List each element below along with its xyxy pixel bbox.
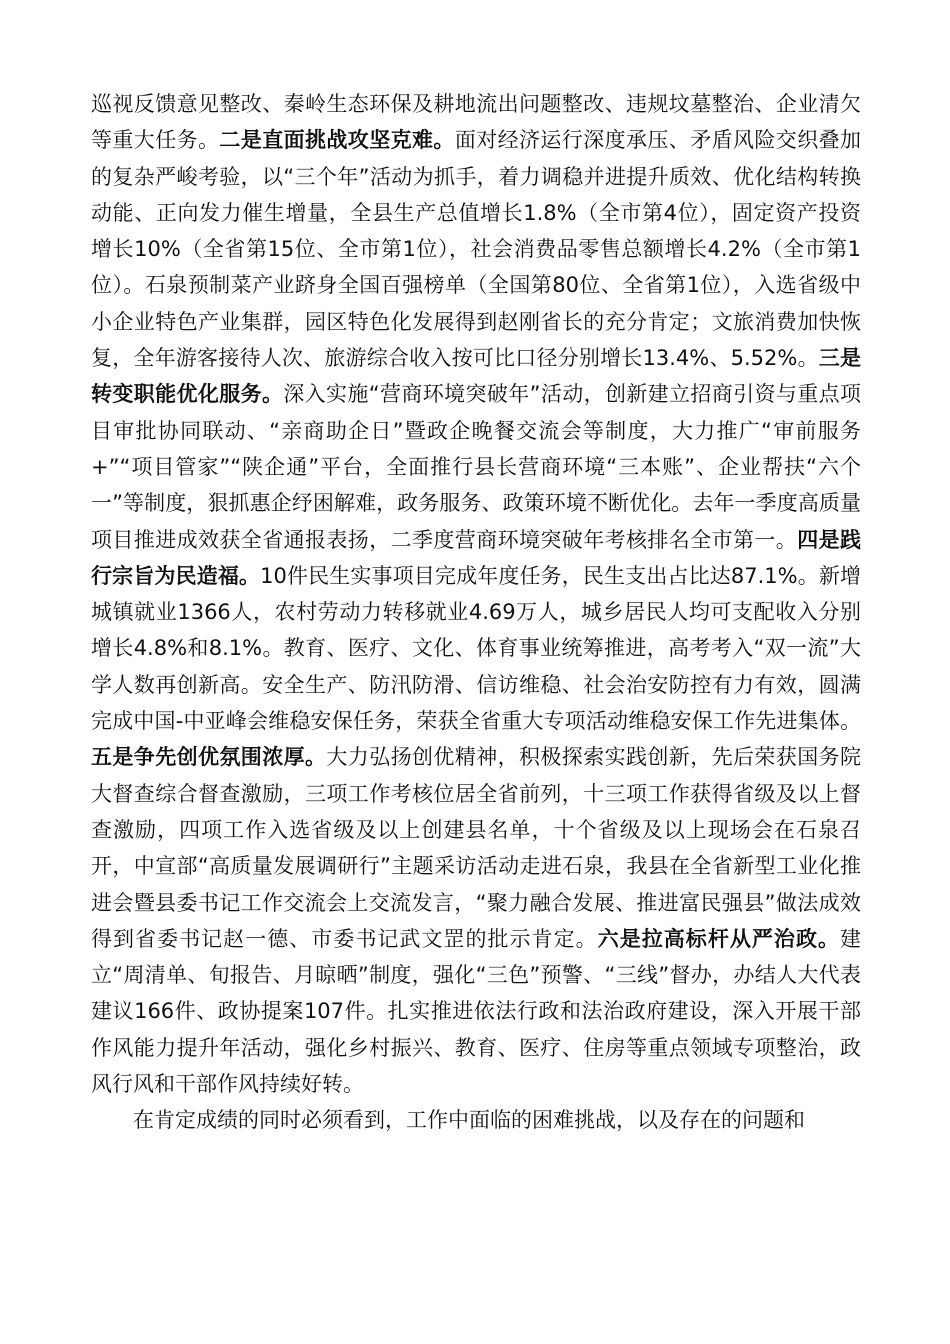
text-run: 10件民生实事项目完成年度任务，民生支出占比达87.1%。新增城镇就业1366人，农村劳动力转移就业4.69万人，城乡居民人均可支配收入分别增长4.8%和8.1%。教育、医疗、文化、体育事业统筹推进，高考考入“双一流”大学人数再创新高。安全生产、防汛防滑、信访维稳、社会治安防控有力有效，圆满完成中国-中亚峰会维稳安保任务，荣获全省重大专项活动维稳安保工作先进集体。 bbox=[91, 563, 861, 734]
bold-heading-run: 六是拉高标杆从严治政。 bbox=[597, 926, 841, 951]
body-paragraph bbox=[91, 1102, 861, 1138]
bold-heading-run: 五是争先创优氛围浓厚。 bbox=[91, 745, 327, 770]
text-run: 在肯定成绩的同时必须看到，工作中面临的困难挑战，以及存在的问题和 bbox=[133, 1108, 805, 1133]
text-run: 大力弘扬创优精神，积极探索实践创新，先后荣获国务院大督查综合督查激励，三项工作考核位居全省前列，十三项工作获得省级及以上督查激励，四项工作入选省级及以上创建县名单，十个省级及以上现场会在石泉召开，中宣部“高质量发展调研行”主题采访活动走进石泉，我县在全省新型工业化推进会暨县委书记工作交流会上交流发言，“聚力融合发展、推进富民强县”做法成效得到省委书记赵一德、市委书记武文罡的批示肯定。 bbox=[91, 745, 862, 951]
text-run: 建立“周清单、旬报告、月晾晒”制度，强化“三色”预警、“三线”督办，办结人大代表建议166件、政协提案107件。扎实推进依法行政和法治政府建设，深入开展干部作风能力提升年活动，强化乡村振兴、教育、医疗、住房等重点领域专项整治，政风行风和干部作风持续好转。 bbox=[91, 926, 862, 1097]
text-run: 巡视反馈意见整改、秦岭生态环保及耕地流出问题整改、违规坟墓整治、企业清欠等重大任务。 bbox=[91, 92, 861, 153]
body-paragraph bbox=[91, 86, 861, 1102]
bold-heading-run: 二是直面挑战攻坚克难。 bbox=[219, 128, 455, 153]
document-page bbox=[91, 86, 861, 1139]
text-run: 深入实施“营商环境突破年”活动，创新建立招商引资与重点项目审批协同联动、“亲商助企日”暨政企晚餐交流会等制度，大力推广“审前服务+”“项目管家”“陕企通”平台，全面推行县长营商环境“三本账”、企业帮扶“六个一”等制度，狠抓惠企纾困解难，政务服务、政策环境不断优化。去年一季度高质量项目推进成效获全省通报表扬，二季度营商环境突破年考核排名全市第一。 bbox=[91, 382, 861, 552]
text-run: 面对经济运行深度承压、矛盾风险交织叠加的复杂严峻考验，以“三个年”活动为抓手，着力调稳并进提升质效、优化结构转换动能、正向发力催生增量，全县生产总值增长1.8%（全市第4位），固定资产投资增长10%（全省第15位、全市第1位），社会消费品零售总额增长4.2%（全市第1位）。石泉预制菜产业跻身全国百强榜单（全国第80位、全省第1位），入选省级中小企业特色产业集群，园区特色化发展得到赵刚省长的充分肯定；文旅消费加快恢复，全年游客接待人次、旅游综合收入按可比口径分别增长13.4%、5.52%。 bbox=[91, 128, 862, 371]
bold-heading-run: 四是践行宗旨为民造福。 bbox=[91, 527, 862, 588]
bold-heading-run: 三是转变职能优化服务。 bbox=[91, 346, 862, 407]
